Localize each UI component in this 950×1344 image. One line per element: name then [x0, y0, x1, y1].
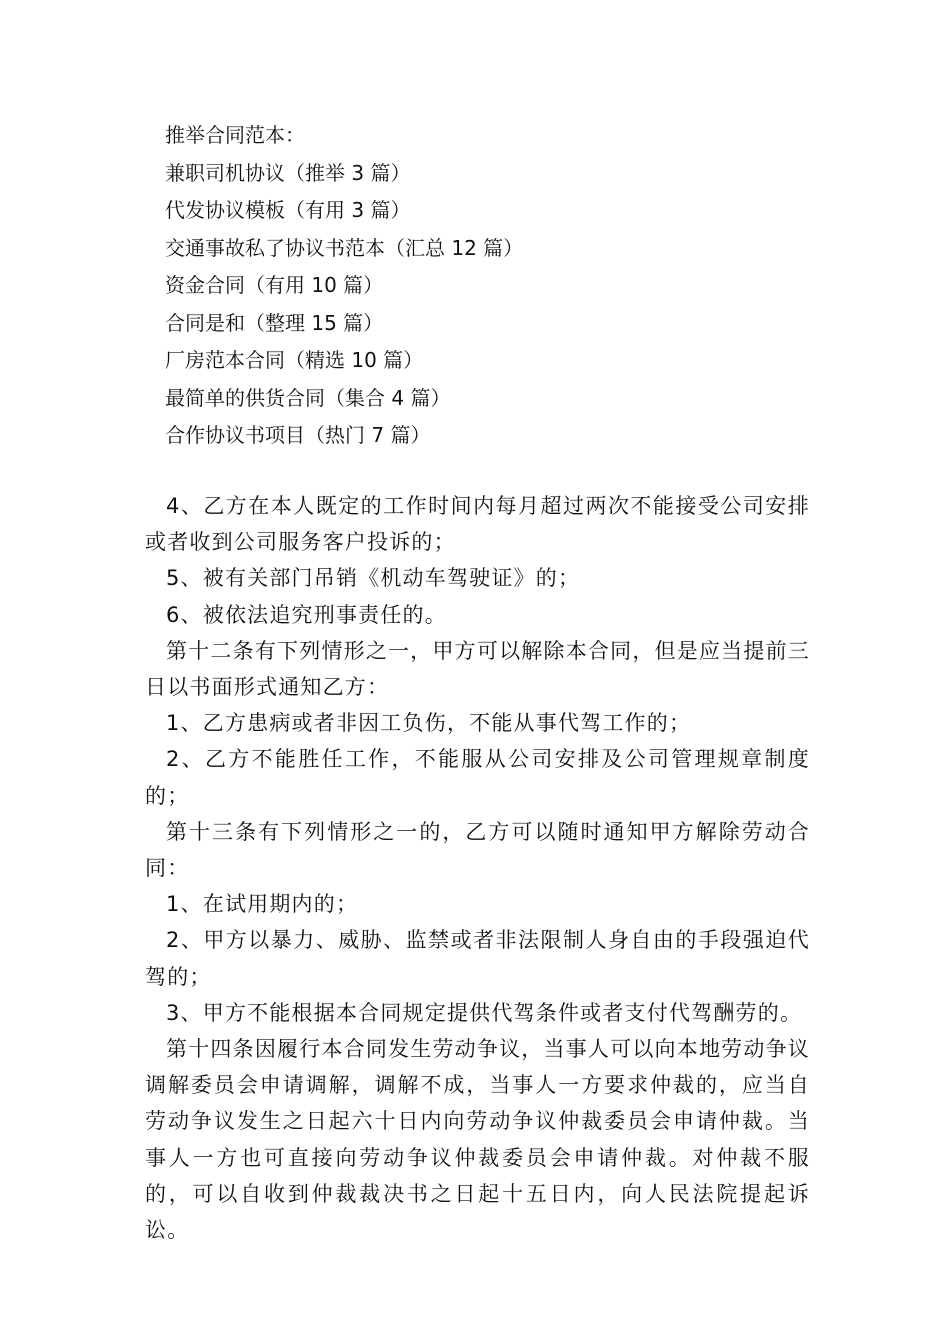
paragraph-clause-5: 5、被有关部门吊销《机动车驾驶证》的； — [166, 566, 581, 591]
contract-body — [145, 488, 810, 1248]
recommend-heading: 推举合同范本： — [165, 123, 305, 147]
recommend-item[interactable]: 最简单的供货合同（集合 4 篇） — [165, 385, 451, 410]
recommend-item[interactable]: 合作协议书项目（热门 7 篇） — [165, 423, 431, 447]
recommend-item[interactable]: 代发协议模板（有用 3 篇） — [165, 198, 411, 222]
paragraph-article-13: 第十三条有下列情形之一的，乙方可以随时通知甲方解除劳动合同： — [145, 819, 810, 881]
paragraph-article-13-item-3: 3、甲方不能根据本合同规定提供代驾条件或者支付代驾酬劳的。 — [166, 1000, 803, 1025]
paragraph-clause-6: 6、被依法追究刑事责任的。 — [166, 602, 447, 627]
paragraph-article-12-item-1: 1、乙方患病或者非因工负伤，不能从事代驾工作的； — [166, 711, 692, 736]
paragraph-article-14: 第十四条因履行本合同发生劳动争议，当事人可以向本地劳动争议调解委员会申请调解，调解不成，当事人一方要求仲裁的，应当自劳动争议发生之日起六十日内向劳动争议仲裁委员会申请仲裁。当事人一方也可直接向劳动争议仲裁委员会申请仲裁。对仲裁不服的，可以自收到仲裁裁决书之日起十五日内，向人民法院提起诉讼。 — [145, 1037, 810, 1243]
paragraph-clause-4: 4、乙方在本人既定的工作时间内每月超过两次不能接受公司安排或者收到公司服务客户投诉的； — [145, 494, 810, 555]
paragraph-article-13-item-1: 1、在试用期内的； — [166, 892, 359, 917]
recommend-item[interactable]: 交通事故私了协议书范本（汇总 12 篇） — [165, 235, 524, 260]
recommend-item[interactable]: 兼职司机协议（推举 3 篇） — [165, 160, 411, 185]
recommend-item[interactable]: 资金合同（有用 10 篇） — [165, 273, 384, 297]
paragraph-article-12: 第十二条有下列情形之一，甲方可以解除本合同，但是应当提前三日以书面形式通知乙方： — [145, 638, 810, 700]
paragraph-article-13-item-2: 2、甲方以暴力、威胁、监禁或者非法限制人身自由的手段强迫代驾的； — [145, 928, 810, 989]
paragraph-article-12-item-2: 2、乙方不能胜任工作，不能服从公司安排及公司管理规章制度的； — [145, 747, 810, 808]
recommend-item[interactable]: 厂房范本合同（精选 10 篇） — [165, 348, 424, 372]
recommended-contracts-list — [165, 117, 865, 455]
recommend-item[interactable]: 合同是和（整理 15 篇） — [165, 310, 384, 335]
